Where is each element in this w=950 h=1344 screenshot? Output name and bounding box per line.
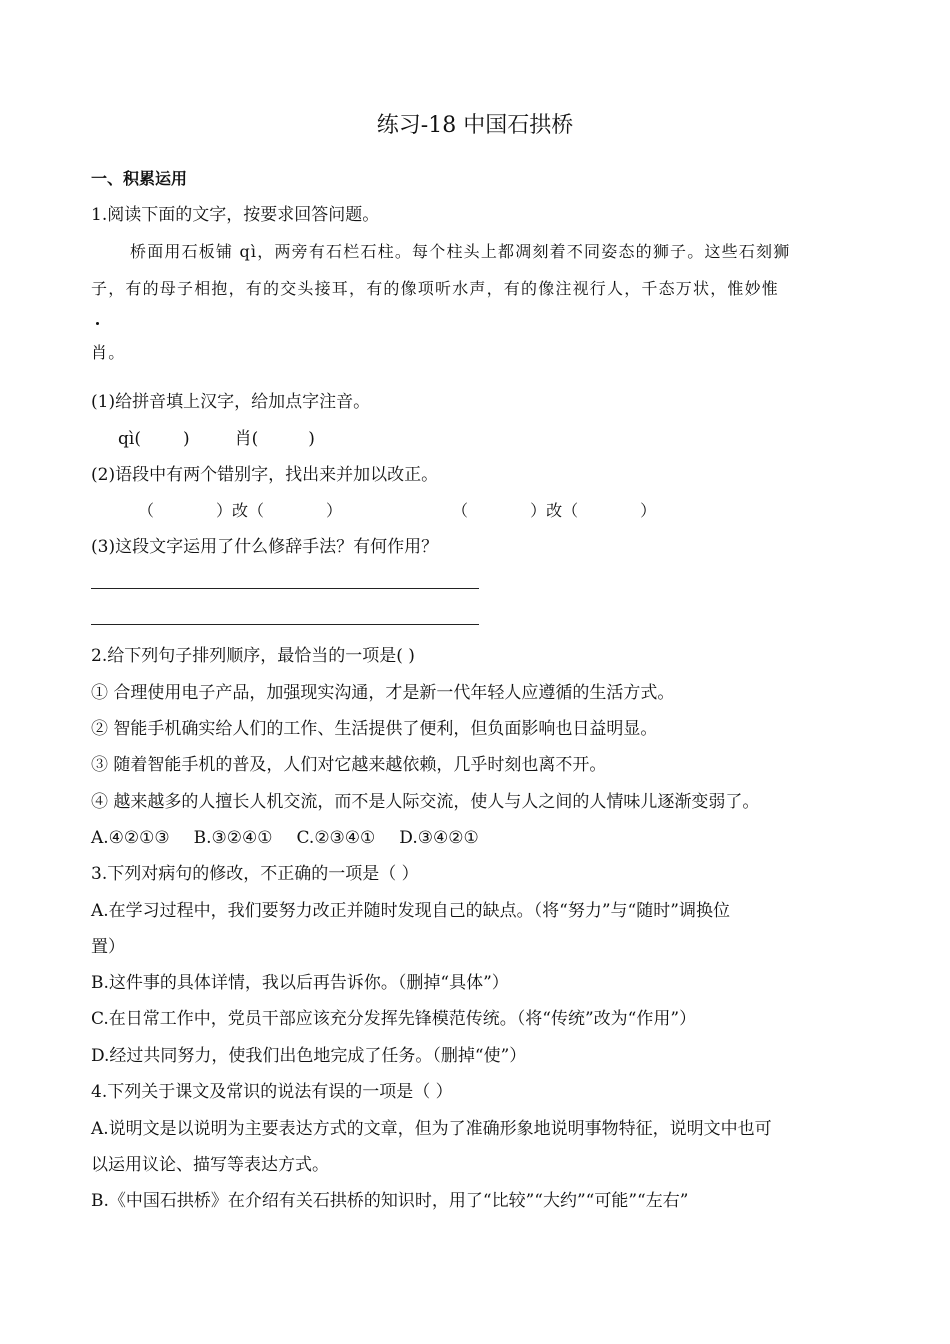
blank-close: ) [308, 429, 315, 449]
question-4-option-a: A.说明文是以说明为主要表达方式的文章，但为了准确形象地说明事物特征，说明文中也可 [91, 1119, 772, 1139]
blank-close: ） [326, 501, 343, 520]
blank-change: ）改（ [530, 501, 579, 520]
option-d[interactable]: D.③④②① [399, 828, 479, 848]
emphasis-dot [96, 322, 99, 325]
answer-line[interactable] [91, 588, 479, 589]
question-2-stem: 2.给下列句子排列顺序，最恰当的一项是( ) [91, 646, 415, 666]
question-3-option-a-cont: 置） [91, 937, 125, 957]
question-2-item-4: ④ 越来越多的人擅长人机交流，而不是人际交流，使人与人之间的人情味儿逐渐变弱了。 [91, 792, 760, 812]
option-b[interactable]: B.③②④① [193, 828, 273, 848]
pinyin-blank-row [118, 427, 315, 451]
blank-open: （ [138, 501, 155, 520]
passage-line-1: 桥面用石板铺 qì，两旁有石栏石柱。每个柱头上都凋刻着不同姿态的狮子。这些石刻狮 [130, 242, 791, 261]
question-2-options [91, 826, 479, 850]
option-c[interactable]: C.②③④① [296, 828, 376, 848]
blank-change: ）改（ [216, 501, 265, 520]
question-1-stem: 1.阅读下面的文字，按要求回答问题。 [91, 205, 380, 225]
option-a[interactable]: A.④②①③ [91, 828, 170, 848]
blank-open: （ [452, 501, 469, 520]
question-3-option-a: A.在学习过程中，我们要努力改正并随时发现自己的缺点。（将“努力”与“随时”调换位 [91, 901, 730, 921]
question-3-option-b: B.这件事的具体详情，我以后再告诉你。（删掉“具体”） [91, 973, 509, 993]
question-2-item-3: ③ 随着智能手机的普及，人们对它越来越依赖，几乎时刻也离不开。 [91, 755, 607, 775]
blank-close: ） [640, 501, 657, 520]
question-4-option-a-cont: 以运用议论、描写等表达方式。 [91, 1155, 329, 1175]
question-3-option-c: C.在日常工作中，党员干部应该充分发挥先锋模范传统。（将“传统”改为“作用”） [91, 1009, 697, 1029]
correction-blank-row [138, 499, 656, 523]
page-title: 练习-18 中国石拱桥 [376, 113, 574, 138]
pinyin-blank-qi: qì( [118, 429, 141, 449]
passage-line-2: 子，有的母子相抱，有的交头接耳，有的像项听水声，有的像注视行人，千态万状，惟妙惟 [91, 279, 780, 298]
question-1-sub-1: (1)给拼音填上汉字，给加点字注音。 [91, 392, 371, 412]
question-2-item-1: ① 合理使用电子产品，加强现实沟通，才是新一代年轻人应遵循的生活方式。 [91, 683, 675, 703]
question-2-item-2: ② 智能手机确实给人们的工作、生活提供了便利，但负面影响也日益明显。 [91, 719, 658, 739]
answer-line[interactable] [91, 624, 479, 625]
pinyin-blank-xiao: 肖( [234, 429, 259, 449]
question-4-option-b: B.《中国石拱桥》在介绍有关石拱桥的知识时，用了“比较”“大约”“可能”“左右” [91, 1191, 689, 1211]
question-1-sub-2: (2)语段中有两个错别字，找出来并加以改正。 [91, 465, 439, 485]
question-3-stem: 3.下列对病句的修改，不正确的一项是（ ） [91, 864, 419, 884]
question-1-sub-3: (3)这段文字运用了什么修辞手法？有何作用？ [91, 537, 439, 557]
question-4-stem: 4.下列关于课文及常识的说法有误的一项是（ ） [91, 1082, 453, 1102]
passage-line-3: 肖。 [91, 343, 126, 362]
question-3-option-d: D.经过共同努力，使我们出色地完成了任务。（删掉“使”） [91, 1046, 527, 1066]
blank-close: ) [182, 429, 190, 449]
section-heading: 一、积累运用 [91, 169, 188, 188]
